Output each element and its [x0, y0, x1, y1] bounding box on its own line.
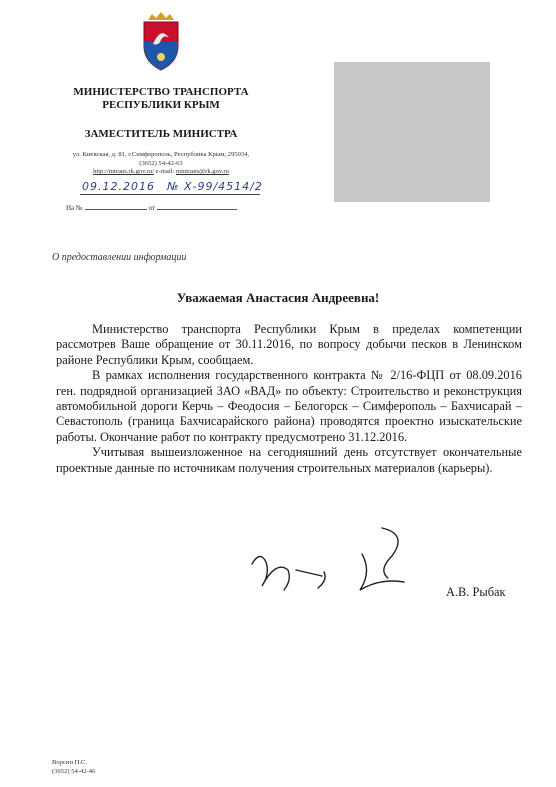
ministry-line-1: МИНИСТЕРСТВО ТРАНСПОРТА [73, 86, 249, 98]
reference-row [66, 204, 237, 212]
ministry-name [40, 86, 282, 112]
address-line: ул. Киевская, д. 81, г.Симферополь, Республика Крым, 295034, [72, 151, 250, 158]
email-link[interactable]: mintrans@rk.gov.ru [176, 168, 229, 176]
registration-date: 09.12.2016 [82, 180, 155, 193]
greeting: Уважаемая Анастасия Андреевна! [176, 290, 380, 305]
crimea-coat-of-arms-icon [140, 12, 182, 72]
subject-line: О предоставлении информации [52, 252, 187, 263]
ministry-line-2: РЕСПУБЛИКИ КРЫМ [102, 99, 220, 111]
deputy-title: ЗАМЕСТИТЕЛЬ МИНИСТРА [84, 128, 238, 140]
address-block [40, 151, 282, 177]
ot-blank [157, 209, 237, 210]
executor-name: Ворсин П.С. [52, 759, 88, 766]
signer-name: А.В. Рыбак [446, 585, 506, 599]
contacts-line [40, 168, 282, 177]
number-prefix: № [167, 180, 180, 193]
phone-line: (3652) 54-42-63 [139, 159, 183, 167]
redacted-recipient-block [334, 62, 490, 202]
handwritten-signature [232, 520, 412, 604]
website-link[interactable]: http://mtrans.rk.gov.ru/ [93, 168, 155, 176]
email-label: e-mail: [155, 168, 175, 176]
paragraph-3: Учитывая вышеизложенное на сегодняшний день отсутствует окончательные проектные данные по источникам получения строительных материалов (карьеры). [56, 445, 522, 475]
number-value: Х-99/4514/2 [183, 180, 263, 193]
na-label: На № [66, 204, 83, 212]
letter-body [56, 322, 522, 476]
paragraph-2: В рамках исполнения государственного контракта № 2/16-ФЦП от 08.09.2016 ген. подрядной организацией ЗАО «ВАД» по объекту: Строительство и реконструкция автомобильной дороги Керчь – Феодосия – Белогорск – Симферополь – Бахчисарай – Севастополь (граница Бахчисарайского района) проводятся проектно изыскательские работы. Окончание работ по контракту предусмотрено 31.12.2016. [56, 368, 522, 444]
executor-phone: (3652) 54-42-46 [52, 768, 96, 775]
ot-label: от [148, 204, 156, 212]
na-blank [85, 209, 147, 210]
registration-number [167, 180, 263, 193]
paragraph-1: Министерство транспорта Республики Крым в пределах компетенции рассмотрев Ваше обращение от 30.11.2016, по вопросу добычи песков в Ленинском районе Республики Крым, сообщаем. [56, 322, 522, 367]
executor-block [52, 758, 95, 776]
